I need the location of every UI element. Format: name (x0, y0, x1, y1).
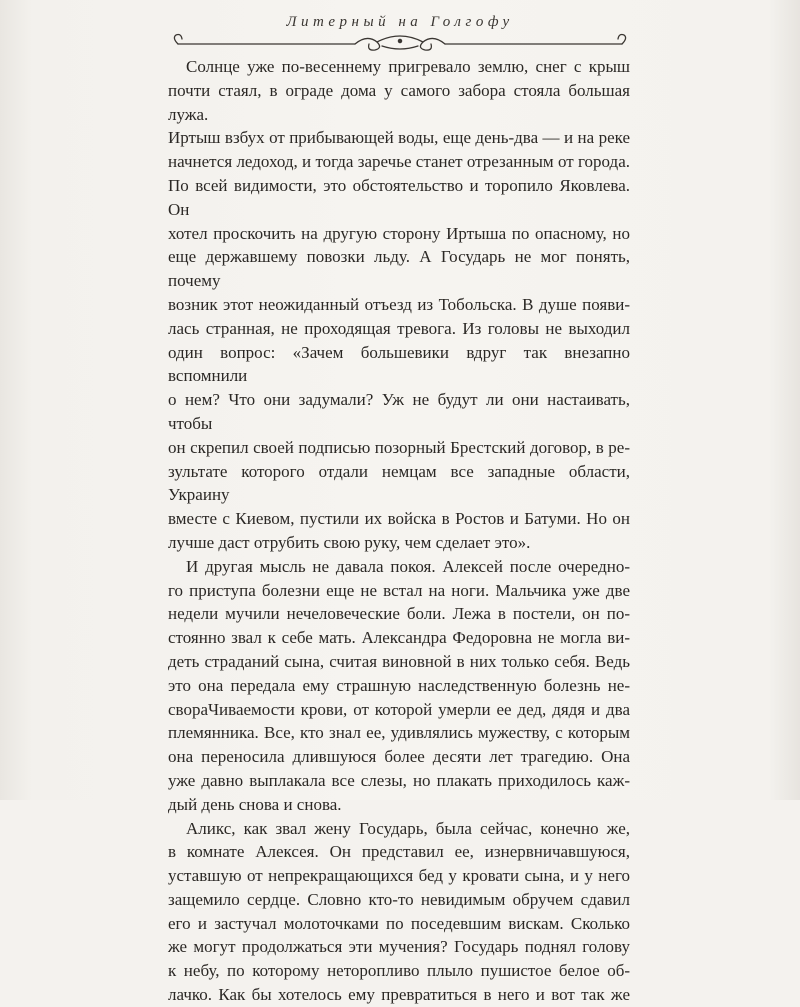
text-line: один вопрос: «Зачем большевики вдруг так внезапно вспомнили (168, 342, 630, 386)
text-line: Иртыш взбух от прибывающей воды, еще день-два — и на реке (168, 128, 630, 148)
text-line: возник этот неожиданный отъезд из Тобольска. В душе появи- (168, 294, 630, 314)
text-line: лась странная, не проходящая тревога. Из головы не выходил (168, 318, 630, 338)
text-line: И другая мысль не давала покоя. Алексей после очередно- (186, 556, 630, 576)
text-line: племянника. Все, кто знал ее, удивлялись мужеству, с которым (168, 723, 630, 743)
text-line: она переносила длившуюся более десяти лет трагедию. Она (168, 747, 630, 767)
text-line: почти стаял, в ограде дома у самого забора стояла большая лужа. (168, 80, 630, 124)
text-line: зультате которого отдали немцам все западные области, Украину (168, 461, 630, 505)
text-line: начнется ледоход, и тогда заречье станет отрезанным от города. (168, 152, 630, 172)
text-line: это она передала ему страшную наследственную болезнь не- (168, 675, 630, 695)
text-line: о нем? Что они задумали? Уж не будут ли они настаивать, чтобы (168, 390, 630, 433)
text-line: к небу, по которому неторопливо плыло пушистое белое об- (168, 961, 630, 981)
text-line: в комнате Алексея. Он представил ее, изнервничавшуюся, (168, 842, 630, 862)
text-line: лачко. Как бы хотелось ему превратиться в него и вот так же (168, 985, 630, 1005)
text-line: По всей видимости, это обстоятельство и торопило Яковлева. Он (168, 175, 630, 219)
text-line: защемило сердце. Словно кто-то невидимым обручем сдавил (168, 889, 630, 909)
text-line: недели мучили нечеловеческие боли. Лежа в постели, он по- (168, 604, 630, 624)
text-line: го приступа болезни еще не встал на ноги. Мальчика уже две (168, 580, 630, 600)
paragraph-2 (168, 555, 630, 817)
text-line: уже давно выплакала все слезы, но плакать приходилось каж- (168, 770, 630, 790)
running-header-title: Литерный на Голгофу (286, 14, 514, 30)
text-line: же могут продолжаться эти мучения? Государь поднял голову (168, 937, 630, 957)
text-line: вместе с Киевом, пустили их войска в Ростов и Батуми. Но он (168, 509, 630, 529)
text-line: уставшую от непрекращающихся бед у кровати сына, и у него (168, 866, 630, 886)
text-line: его и застучал молоточками по поседевшим вискам. Сколько (168, 913, 630, 933)
text-line: дый день снова и снова. (168, 794, 342, 814)
text-line: хотел проскочить на другую сторону Иртыша по опасному, но (168, 223, 630, 243)
text-line: лучше даст отрубить свою руку, чем сделает это». (168, 532, 531, 552)
text-line: свораЧиваемости крови, от которой умерли ее дед, дядя и два (168, 699, 630, 719)
text-line: стоянно звал к себе мать. Александра Федоровна не могла ви- (168, 628, 630, 648)
flourish-divider-icon (170, 32, 630, 52)
text-line: деть страданий сына, считая виновной в них только себя. Ведь (168, 651, 630, 671)
running-header (170, 10, 630, 50)
paragraph-1 (168, 55, 630, 555)
text-line: еще державшему повозки льду. А Государь не мог понять, почему (168, 247, 630, 291)
text-line: Солнце уже по-весеннему пригревало землю, снег с крыш (186, 57, 630, 76)
text-line: Аликс, как звал жену Государь, была сейчас, конечно же, (186, 818, 630, 838)
body-text (168, 55, 630, 1007)
paragraph-3 (168, 817, 630, 1007)
text-line: он скрепил своей подписью позорный Брестский договор, в ре- (168, 437, 630, 457)
